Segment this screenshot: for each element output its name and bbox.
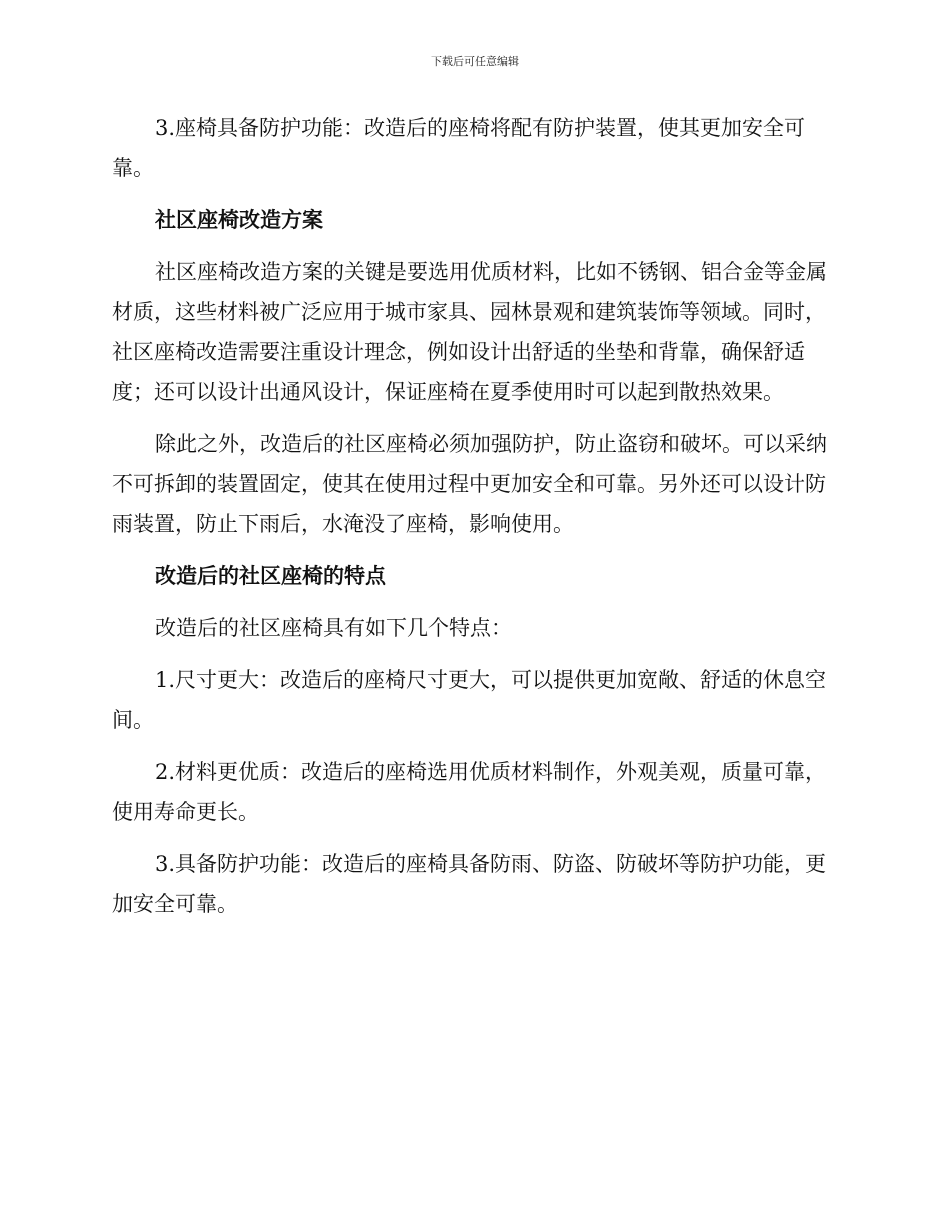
paragraph-materials-design: 社区座椅改造方案的关键是要选用优质材料，比如不锈钢、铝合金等金属材质，这些材料被广泛应用于城市家具、园林景观和建筑装饰等领域。同时，社区座椅改造需要注重设计理念，例如设计出舒适的坐垫和背靠，确保舒适度；还可以设计出通风设计，保证座椅在夏季使用时可以起到散热效果。: [112, 260, 827, 404]
paragraph-features-intro: 改造后的社区座椅具有如下几个特点：: [155, 616, 512, 640]
paragraph-protection-feature: 3.座椅具备防护功能：改造后的座椅将配有防护装置，使其更加安全可靠。: [112, 116, 806, 180]
list-item-feature-protection: 3.具备防护功能：改造后的座椅具备防雨、防盗、防破坏等防护功能，更加安全可靠。: [112, 852, 827, 916]
section-heading-features: 改造后的社区座椅的特点: [155, 564, 386, 588]
section-heading-renovation-plan: 社区座椅改造方案: [155, 208, 323, 232]
document-body: [112, 108, 830, 936]
list-item-feature-size: 1.尺寸更大：改造后的座椅尺寸更大，可以提供更加宽敞、舒适的休息空间。: [112, 668, 827, 732]
page-header: 下载后可任意编辑: [431, 55, 519, 68]
list-item-feature-material: 2.材料更优质：改造后的座椅选用优质材料制作，外观美观，质量可靠，使用寿命更长。: [112, 760, 827, 824]
paragraph-protection-measures: 除此之外，改造后的社区座椅必须加强防护，防止盗窃和破坏。可以采纳不可拆卸的装置固定，使其在使用过程中更加安全和可靠。另外还可以设计防雨装置，防止下雨后，水淹没了座椅，影响使用。: [112, 432, 827, 536]
